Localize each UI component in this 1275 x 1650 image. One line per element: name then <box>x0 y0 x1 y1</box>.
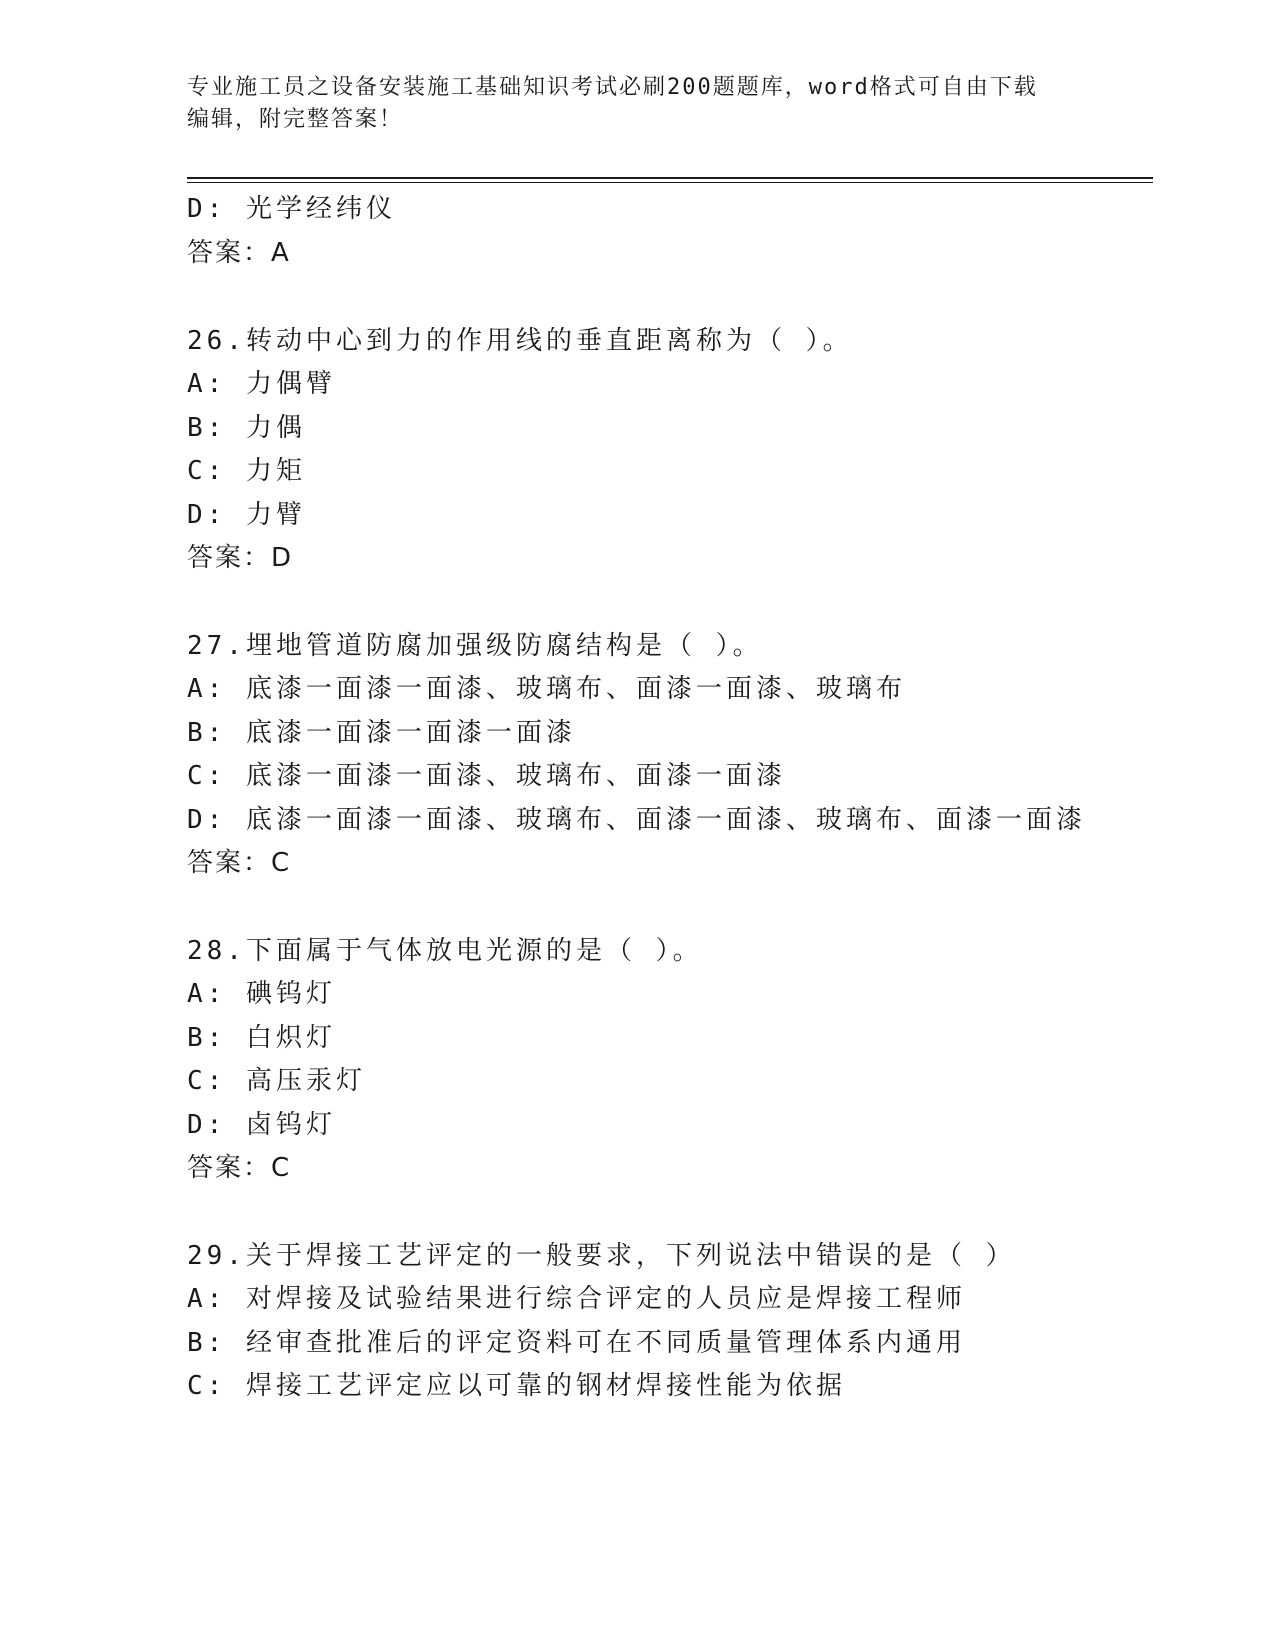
q28-option-c: C: 高压汞灯 <box>187 1066 366 1096</box>
q29-option-b: B: 经审查批准后的评定资料可在不同质量管理体系内通用 <box>187 1328 966 1358</box>
q29-question: 29.关于焊接工艺评定的一般要求，下列说法中错误的是（ ） <box>187 1241 1016 1271</box>
q26-question: 26.转动中心到力的作用线的垂直距离称为（ ）。 <box>187 326 853 356</box>
q29-option-c: C: 焊接工艺评定应以可靠的钢材焊接性能为依据 <box>187 1371 846 1401</box>
q28-question: 28.下面属于气体放电光源的是（ ）。 <box>187 936 703 966</box>
q25-answer: 答案：A <box>187 238 291 268</box>
header-divider-thick <box>187 177 1153 179</box>
header-title-line-1: 专业施工员之设备安装施工基础知识考试必刷200题题库，word格式可自由下载 <box>187 75 1038 100</box>
q27-option-c: C: 底漆一面漆一面漆、玻璃布、面漆一面漆 <box>187 761 786 791</box>
document-header <box>187 72 1087 136</box>
q28-option-a: A: 碘钨灯 <box>187 979 336 1009</box>
q26-option-d: D: 力臂 <box>187 500 306 530</box>
q26-option-c: C: 力矩 <box>187 456 306 486</box>
q27-option-b: B: 底漆一面漆一面漆一面漆 <box>187 718 576 748</box>
q27-option-a: A: 底漆一面漆一面漆、玻璃布、面漆一面漆、玻璃布 <box>187 674 906 704</box>
header-title-line-2: 编辑，附完整答案！ <box>187 107 404 132</box>
q28-option-d: D: 卤钨灯 <box>187 1110 336 1140</box>
q27-option-d: D: 底漆一面漆一面漆、玻璃布、面漆一面漆、玻璃布、面漆一面漆 <box>187 805 1086 835</box>
header-divider-thin <box>187 182 1153 183</box>
q25-option-d: D: 光学经纬仪 <box>187 194 396 224</box>
q26-answer: 答案：D <box>187 543 294 573</box>
q28-option-b: B: 白炽灯 <box>187 1023 336 1053</box>
q29-option-a: A: 对焊接及试验结果进行综合评定的人员应是焊接工程师 <box>187 1284 966 1314</box>
q26-option-a: A: 力偶臂 <box>187 369 336 399</box>
q27-answer: 答案：C <box>187 848 292 878</box>
q28-answer: 答案：C <box>187 1153 292 1183</box>
q26-option-b: B: 力偶 <box>187 413 306 443</box>
q27-question: 27.埋地管道防腐加强级防腐结构是（ ）。 <box>187 631 763 661</box>
